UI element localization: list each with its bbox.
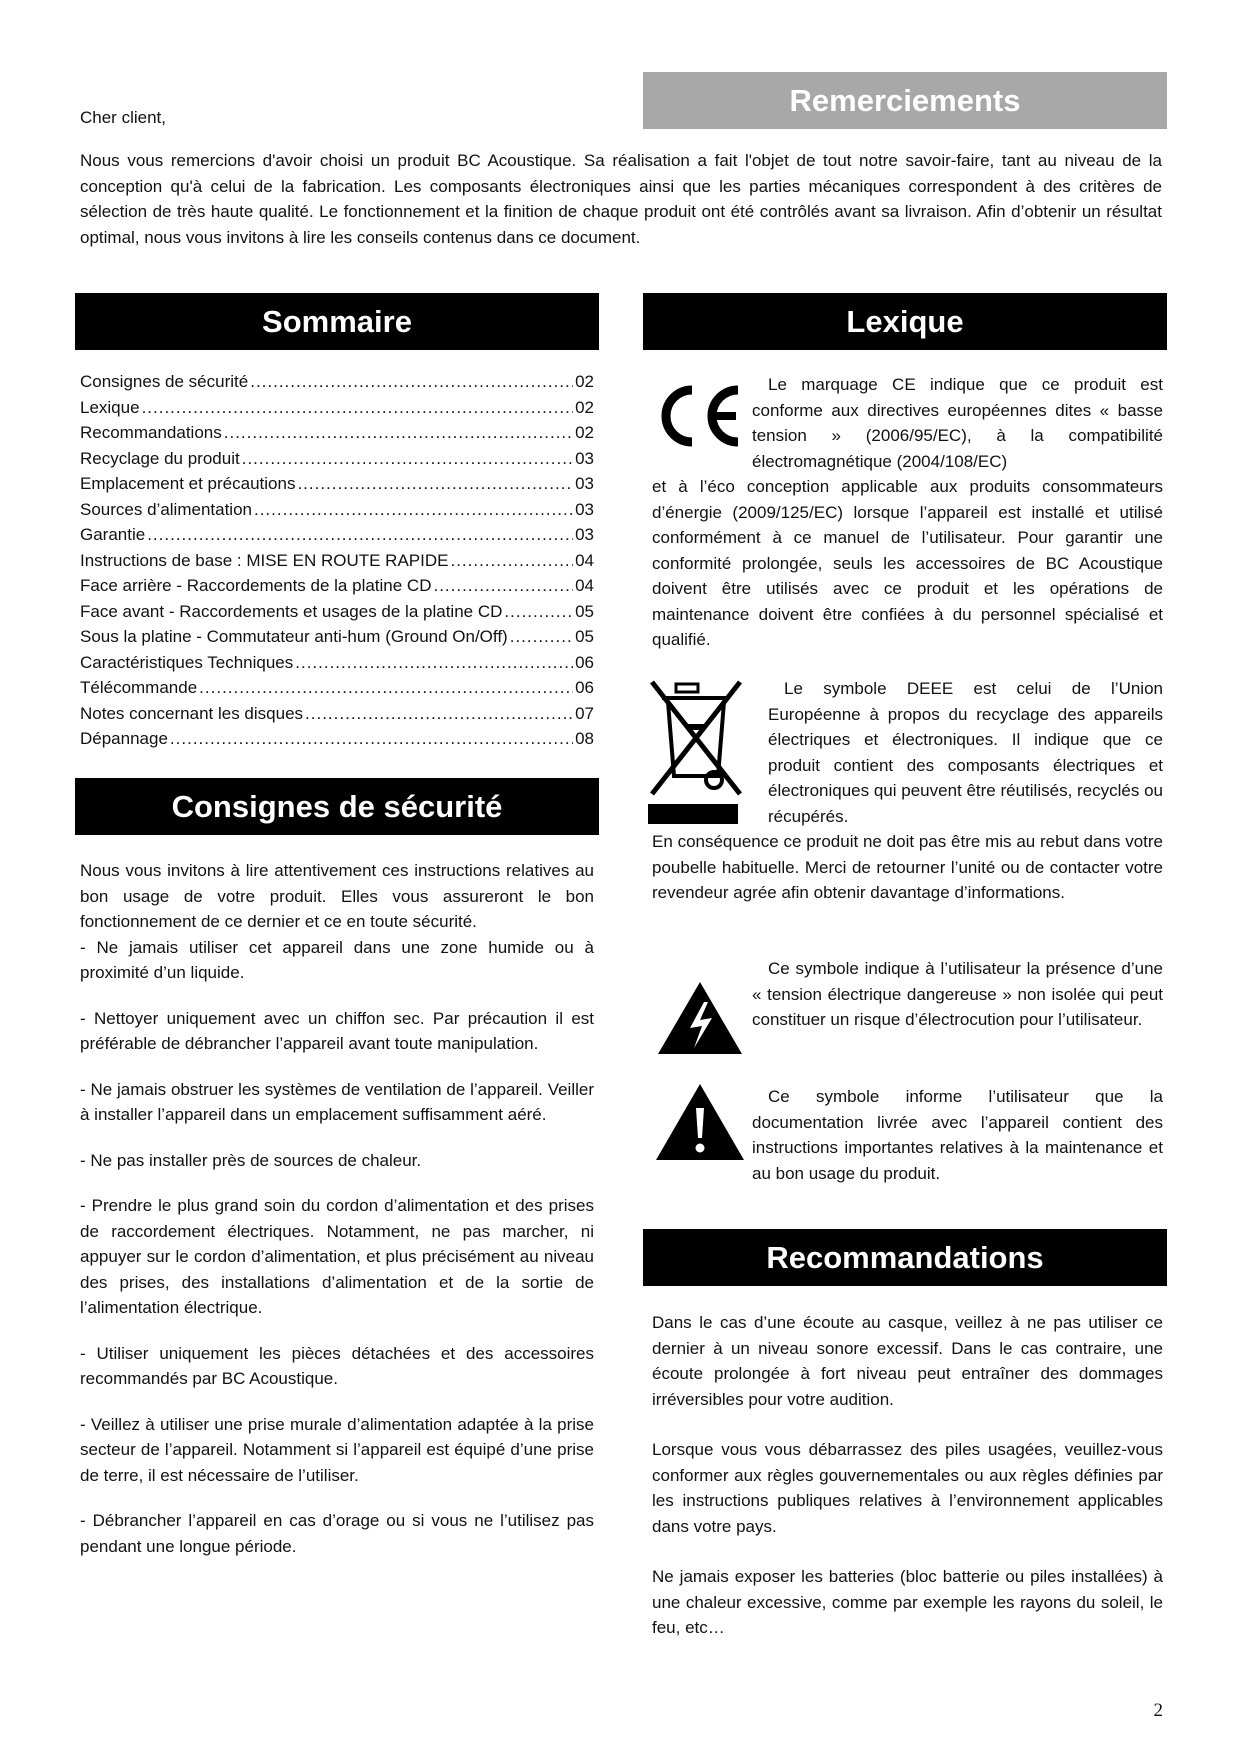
toc-leader-dots bbox=[433, 576, 573, 596]
toc-item-label: Emplacement et précautions bbox=[80, 474, 296, 493]
toc-item bbox=[80, 398, 594, 424]
doc-text: Ce symbole informe l’utilisateur que la documentation livrée avec l’appareil contient des instructions importantes relatives à la maintenance et au bon usage du produit. bbox=[752, 1087, 1163, 1183]
toc-item-page: 03 bbox=[575, 499, 594, 519]
toc-item-label: Sous la platine - Commutateur anti-hum (Ground On/Off) bbox=[80, 627, 508, 646]
deee-text-continued: En conséquence ce produit ne doit pas être mis au rebut dans votre poubelle habituelle. Merci de retourner l’unité ou de contacter votre revendeur agrée afin obtenir davantage d’informations. bbox=[652, 832, 1163, 902]
sommaire-title: Sommaire bbox=[75, 293, 599, 350]
securite-paragraph: Nous vous invitons à lire attentivement ces instructions relatives au bon usage de votre produit. Elles vous assureront le bon fonctionnement de ce dernier et ce en toute sécurité. bbox=[80, 861, 594, 931]
toc-item-page: 04 bbox=[575, 550, 594, 570]
securite-paragraph: - Prendre le plus grand soin du cordon d’alimentation et des prises de raccordement électriques. Notamment, ne pas marcher, ni appuyer sur le cordon d’alimentation, et plus précisément au niveau des prises, des installations d’alimentation et de la sortie de l’alimentation électrique. bbox=[80, 1196, 594, 1317]
toc-leader-dots bbox=[147, 525, 573, 545]
remerciements-title: Remerciements bbox=[643, 72, 1167, 129]
toc-item-label: Dépannage bbox=[80, 729, 168, 748]
securite-paragraph: - Veillez à utiliser une prise murale d’alimentation adaptée à la prise secteur de l’appareil. Notamment si l’appareil est équipé d’une prise de terre, il est nécessaire de l’utiliser. bbox=[80, 1414, 594, 1485]
toc-item-page: 05 bbox=[575, 601, 594, 621]
recommandation-paragraph: Lorsque vous vous débarrassez des piles usagées, veuillez-vous conformer aux règles gouvernementales ou aux règles définies par les instructions publiques relatives à l’environnement applicables dans votre pays. bbox=[652, 1440, 1163, 1536]
toc-item-label: Sources d’alimentation bbox=[80, 499, 252, 519]
toc-item-page: 08 bbox=[575, 729, 594, 748]
toc-item bbox=[80, 678, 594, 704]
toc-leader-dots bbox=[199, 678, 573, 698]
toc-item bbox=[80, 576, 594, 602]
weee-bin-icon bbox=[648, 676, 744, 826]
toc-item-page: 03 bbox=[575, 525, 594, 544]
lexique-title: Lexique bbox=[643, 293, 1167, 350]
table-of-contents bbox=[80, 372, 594, 755]
toc-item bbox=[80, 525, 594, 551]
toc-item-page: 02 bbox=[575, 397, 594, 417]
toc-item-label: Recommandations bbox=[80, 423, 222, 442]
ce-text: Le marquage CE indique que ce produit est conforme aux directives européennes dites « basse tension » (2006/95/EC), à la compatibilité électromagnétique (2004/108/EC) bbox=[752, 375, 1163, 471]
toc-item-label: Lexique bbox=[80, 397, 140, 417]
toc-leader-dots bbox=[295, 653, 573, 673]
toc-item-page: 03 bbox=[575, 474, 594, 493]
toc-item bbox=[80, 653, 594, 679]
toc-item bbox=[80, 423, 594, 449]
recommandation-paragraph: Ne jamais exposer les batteries (bloc batterie ou piles installées) à une chaleur excessive, comme par exemple les rayons du soleil, le feu, etc… bbox=[652, 1567, 1163, 1637]
securite-paragraph: - Nettoyer uniquement avec un chiffon sec. Par précaution il est préférable de débrancher l’appareil avant toute manipulation. bbox=[80, 1008, 594, 1053]
toc-item-page: 03 bbox=[575, 448, 594, 468]
recommandation-paragraph: Dans le cas d’une écoute au casque, veillez à ne pas utiliser ce dernier à un niveau sonore excessif. Dans le cas contraire, une écoute prolongée à fort niveau peut entraîner des dommages irréversibles pour votre audition. bbox=[652, 1313, 1163, 1409]
toc-item-label: Face avant - Raccordements et usages de la platine CD bbox=[80, 601, 503, 621]
greeting: Cher client, bbox=[80, 108, 166, 127]
ce-text-continued: et à l’éco conception applicable aux produits consommateurs d’énergie (2009/125/EC) lorsque l’appareil est installé et utilisé conformément à ce manuel de l’utilisateur. Pour garantir une conformité prolongée, seuls les accessoires de BC Acoustique doivent être utilisés avec ce produit et les opérations de maintenance doivent être confiées à du personnel spécialisé et qualifié. bbox=[652, 477, 1163, 649]
toc-item-label: Instructions de base : MISE EN ROUTE RAPIDE bbox=[80, 550, 449, 570]
page-number: 2 bbox=[1153, 1700, 1163, 1721]
securite-paragraph: - Ne jamais utiliser cet appareil dans une zone humide ou à proximité d’un liquide. bbox=[80, 937, 594, 982]
toc-item-label: Face arrière - Raccordements de la platine CD bbox=[80, 576, 432, 595]
toc-leader-dots bbox=[510, 627, 573, 647]
toc-item bbox=[80, 449, 594, 475]
securite-paragraph: - Ne pas installer près de sources de chaleur. bbox=[80, 1150, 422, 1170]
intro-text: Nous vous remercions d'avoir choisi un produit BC Acoustique. Sa réalisation a fait l'objet de tout notre savoir-faire, tant au niveau de la conception qu'à celui de la fabrication. Les composants électroniques ainsi que les parties mécaniques correspondent à des critères de sélection de très haute qualité. Le fonctionnement et la finition de chaque produit ont été contrôlés avant sa livraison. Afin d’obtenir un résultat optimal, nous vous invitons à lire les conseils contenus dans ce document. bbox=[80, 151, 1162, 247]
toc-item-label: Garantie bbox=[80, 525, 146, 544]
securite-body bbox=[80, 858, 594, 1559]
toc-leader-dots bbox=[254, 500, 573, 520]
toc-item bbox=[80, 372, 594, 398]
toc-item-page: 02 bbox=[575, 423, 594, 442]
toc-item-label: Recyclage du produit bbox=[80, 448, 240, 468]
securite-paragraph: - Débrancher l’appareil en cas d’orage ou si vous ne l’utilisez pas pendant une longue période. bbox=[80, 1511, 594, 1556]
toc-item-page: 05 bbox=[575, 627, 594, 646]
toc-item-page: 06 bbox=[575, 652, 594, 672]
securite-paragraph: - Utiliser uniquement les pièces détachées et des accessoires recommandés par BC Acoustique. bbox=[80, 1343, 594, 1388]
toc-item bbox=[80, 602, 594, 628]
recommandations-body bbox=[652, 1310, 1163, 1641]
toc-leader-dots bbox=[242, 449, 573, 469]
toc-item bbox=[80, 729, 594, 755]
toc-leader-dots bbox=[250, 372, 573, 392]
ce-mark-icon bbox=[652, 384, 744, 448]
toc-item-label: Consignes de sécurité bbox=[80, 372, 249, 391]
securite-paragraph: - Ne jamais obstruer les systèmes de ventilation de l’appareil. Veiller à installer l’appareil dans un emplacement suffisamment aéré. bbox=[80, 1079, 594, 1124]
toc-leader-dots bbox=[504, 602, 573, 622]
toc-item-label: Notes concernant les disques bbox=[80, 703, 304, 723]
toc-item-page: 07 bbox=[575, 703, 594, 723]
toc-item bbox=[80, 627, 594, 653]
toc-leader-dots bbox=[305, 704, 573, 724]
toc-item bbox=[80, 551, 594, 577]
toc-leader-dots bbox=[224, 423, 573, 443]
toc-item-label: Caractéristiques Techniques bbox=[80, 652, 294, 672]
recommandations-title: Recommandations bbox=[643, 1229, 1167, 1286]
toc-item-page: 02 bbox=[575, 372, 594, 391]
toc-leader-dots bbox=[450, 551, 573, 571]
toc-leader-dots bbox=[170, 729, 573, 749]
toc-item bbox=[80, 704, 594, 730]
shock-text: Ce symbole indique à l’utilisateur la présence d’une « tension électrique dangereuse » non isolée qui peut constituer un risque d’électrocution pour l’utilisateur. bbox=[752, 959, 1163, 1029]
toc-item-page: 04 bbox=[575, 576, 594, 595]
toc-item bbox=[80, 474, 594, 500]
deee-text: Le symbole DEEE est celui de l’Union Européenne à propos du recyclage des appareils électriques et électroniques. Il indique que ce produit contient des composants électriques et électroniques qui peuvent être réutilisés, recyclés ou récupérés. bbox=[768, 679, 1163, 826]
attention-warning-icon bbox=[654, 1082, 746, 1162]
toc-leader-dots bbox=[142, 398, 574, 418]
securite-title: Consignes de sécurité bbox=[75, 778, 599, 835]
toc-item bbox=[80, 500, 594, 526]
toc-item-label: Télécommande bbox=[80, 678, 198, 697]
toc-item-page: 06 bbox=[575, 678, 594, 697]
toc-leader-dots bbox=[297, 474, 573, 494]
electric-shock-warning-icon bbox=[656, 980, 744, 1056]
